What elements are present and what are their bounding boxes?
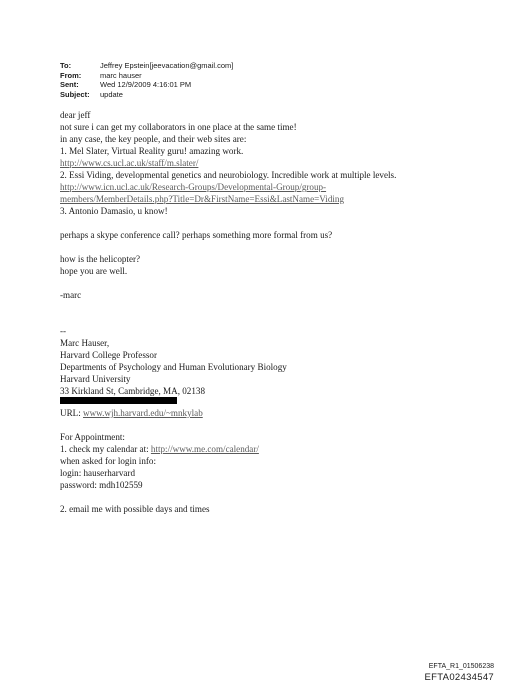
viding-link-part-2[interactable]: members/MemberDetails.php?Title=Dr&FirstName=Essi&LastName=Viding	[60, 194, 344, 204]
email-step: 2. email me with possible days and times	[60, 504, 210, 514]
sent-value: Wed 12/9/2009 4:16:01 PM	[100, 80, 192, 90]
viding-link-part-1[interactable]: http://www.icn.ucl.ac.uk/Research-Groups/Developmental-Group/group-	[60, 182, 327, 192]
signoff: -marc	[60, 290, 82, 300]
list-item-3: 3. Antonio Damasio, u know!	[60, 206, 168, 216]
greeting: dear jeff	[60, 110, 91, 120]
skype-line: perhaps a skype conference call? perhaps something more formal from us?	[60, 230, 333, 240]
sent-label: Sent:	[60, 80, 79, 90]
signature-university: Harvard University	[60, 374, 131, 384]
login-info-line: when asked for login info:	[60, 456, 156, 466]
signature-title: Harvard College Professor	[60, 350, 157, 360]
body-line-1: not sure i can get my collaborators in one place at the same time!	[60, 122, 297, 132]
appointment-heading: For Appointment:	[60, 432, 125, 442]
subject-label: Subject:	[60, 89, 90, 99]
email-header	[60, 61, 233, 99]
password-line: password: mdh102559	[60, 480, 143, 490]
calendar-link[interactable]: http://www.me.com/calendar/	[150, 444, 259, 454]
email-body	[60, 109, 460, 515]
signature-separator: --	[60, 326, 67, 336]
helicopter-line: how is the helicopter?	[60, 254, 141, 264]
slater-link[interactable]: http://www.cs.ucl.ac.uk/staff/m.slater/	[60, 158, 199, 168]
redaction-bar	[60, 397, 177, 404]
subject-row	[60, 90, 233, 100]
to-row	[60, 61, 233, 71]
from-value: marc hauser	[100, 70, 142, 80]
sent-row	[60, 80, 233, 90]
signature-department: Departments of Psychology and Human Evolutionary Biology	[60, 362, 287, 372]
subject-value: update	[100, 89, 123, 99]
hope-line: hope you are well.	[60, 266, 128, 276]
document-reference-2: EFTA02434547	[424, 672, 494, 683]
login-line: login: hauserharvard	[60, 468, 135, 478]
to-value: Jeffrey Epstein[jeevacation@gmail.com]	[100, 61, 234, 70]
document-reference-1: EFTA_R1_01506238	[428, 663, 494, 670]
body-line-2: in any case, the key people, and their web sites are:	[60, 134, 247, 144]
calendar-step: 1. check my calendar at:	[60, 444, 151, 454]
signature-address: 33 Kirkland St, Cambridge, MA, 02138	[60, 386, 205, 396]
url-label: URL:	[60, 408, 83, 418]
list-item-2: 2. Essi Viding, developmental genetics and neurobiology. Incredible work at multiple levels.	[60, 170, 397, 180]
list-item-1: 1. Mel Slater, Virtual Reality guru! amazing work.	[60, 146, 244, 156]
lab-url-link[interactable]: www.wjh.harvard.edu/~mnkylab	[83, 408, 203, 418]
to-label: To:	[60, 61, 72, 70]
signature-name: Marc Hauser,	[60, 338, 110, 348]
from-row	[60, 71, 233, 81]
from-label: From:	[60, 70, 82, 80]
